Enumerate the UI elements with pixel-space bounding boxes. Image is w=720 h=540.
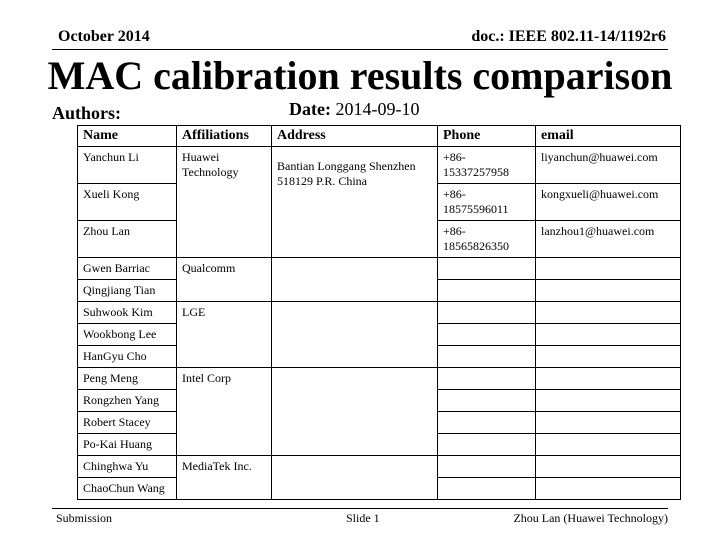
email-cell — [536, 346, 681, 368]
address-cell: Bantian Longgang Shenzhen 518129 P.R. China — [272, 147, 438, 258]
author-name-cell: HanGyu Cho — [78, 346, 177, 368]
table-row — [78, 456, 681, 478]
affiliation-cell: Huawei Technology — [177, 147, 272, 258]
email-cell — [536, 324, 681, 346]
email-cell — [536, 412, 681, 434]
email-cell — [536, 390, 681, 412]
footer-submission: Submission — [56, 511, 113, 525]
footer-author: Zhou Lan (Huawei Technology) — [513, 511, 668, 525]
table-header-row — [78, 126, 681, 147]
authors-table-body — [78, 147, 681, 500]
author-name-cell: Peng Meng — [78, 368, 177, 390]
author-name-cell: Xueli Kong — [78, 184, 177, 221]
phone-cell — [438, 280, 536, 302]
author-name-cell: ChaoChun Wang — [78, 478, 177, 500]
table-row — [78, 368, 681, 390]
authors-table — [77, 125, 681, 500]
table-row — [78, 258, 681, 280]
table-row — [78, 302, 681, 324]
phone-cell — [438, 346, 536, 368]
phone-cell — [438, 456, 536, 478]
email-cell — [536, 478, 681, 500]
address-cell — [272, 456, 438, 500]
email-cell — [536, 434, 681, 456]
affiliation-cell: MediaTek Inc. — [177, 456, 272, 500]
footer-divider — [52, 508, 668, 509]
phone-cell — [438, 324, 536, 346]
column-header: Name — [78, 126, 177, 147]
phone-cell — [438, 258, 536, 280]
phone-cell — [438, 478, 536, 500]
column-header: Phone — [438, 126, 536, 147]
column-header: email — [536, 126, 681, 147]
author-name-cell: Rongzhen Yang — [78, 390, 177, 412]
header-doc-id: doc.: IEEE 802.11-14/1192r6 — [471, 28, 666, 45]
author-name-cell: Gwen Barriac — [78, 258, 177, 280]
authors-label: Authors: — [52, 103, 122, 123]
phone-cell — [438, 412, 536, 434]
phone-cell — [438, 368, 536, 390]
phone-cell: +86-15337257958 — [438, 147, 536, 184]
email-cell — [536, 280, 681, 302]
address-cell — [272, 368, 438, 456]
phone-cell — [438, 434, 536, 456]
address-cell — [272, 258, 438, 302]
affiliation-cell: Qualcomm — [177, 258, 272, 302]
phone-cell: +86-18575596011 — [438, 184, 536, 221]
email-cell — [536, 302, 681, 324]
affiliation-cell: LGE — [177, 302, 272, 368]
author-name-cell: Po-Kai Huang — [78, 434, 177, 456]
author-name-cell: Robert Stacey — [78, 412, 177, 434]
email-cell — [536, 258, 681, 280]
phone-cell — [438, 302, 536, 324]
date-line — [289, 99, 419, 120]
email-cell — [536, 456, 681, 478]
address-cell — [272, 302, 438, 368]
author-name-cell: Yanchun Li — [78, 147, 177, 184]
phone-cell — [438, 390, 536, 412]
date-label: Date: — [289, 99, 331, 119]
author-name-cell: Suhwook Kim — [78, 302, 177, 324]
author-name-cell: Qingjiang Tian — [78, 280, 177, 302]
author-name-cell: Zhou Lan — [78, 221, 177, 258]
column-header: Affiliations — [177, 126, 272, 147]
table-row — [78, 147, 681, 184]
affiliation-cell: Intel Corp — [177, 368, 272, 456]
slide-title: MAC calibration results comparison — [47, 53, 673, 98]
email-cell: kongxueli@huawei.com — [536, 184, 681, 221]
phone-cell: +86-18565826350 — [438, 221, 536, 258]
email-cell: lanzhou1@huawei.com — [536, 221, 681, 258]
header-date: October 2014 — [58, 28, 150, 45]
date-value: 2014-09-10 — [335, 99, 420, 119]
footer-slide-number: Slide 1 — [346, 511, 380, 525]
email-cell: liyanchun@huawei.com — [536, 147, 681, 184]
column-header: Address — [272, 126, 438, 147]
author-name-cell: Chinghwa Yu — [78, 456, 177, 478]
author-name-cell: Wookbong Lee — [78, 324, 177, 346]
email-cell — [536, 368, 681, 390]
